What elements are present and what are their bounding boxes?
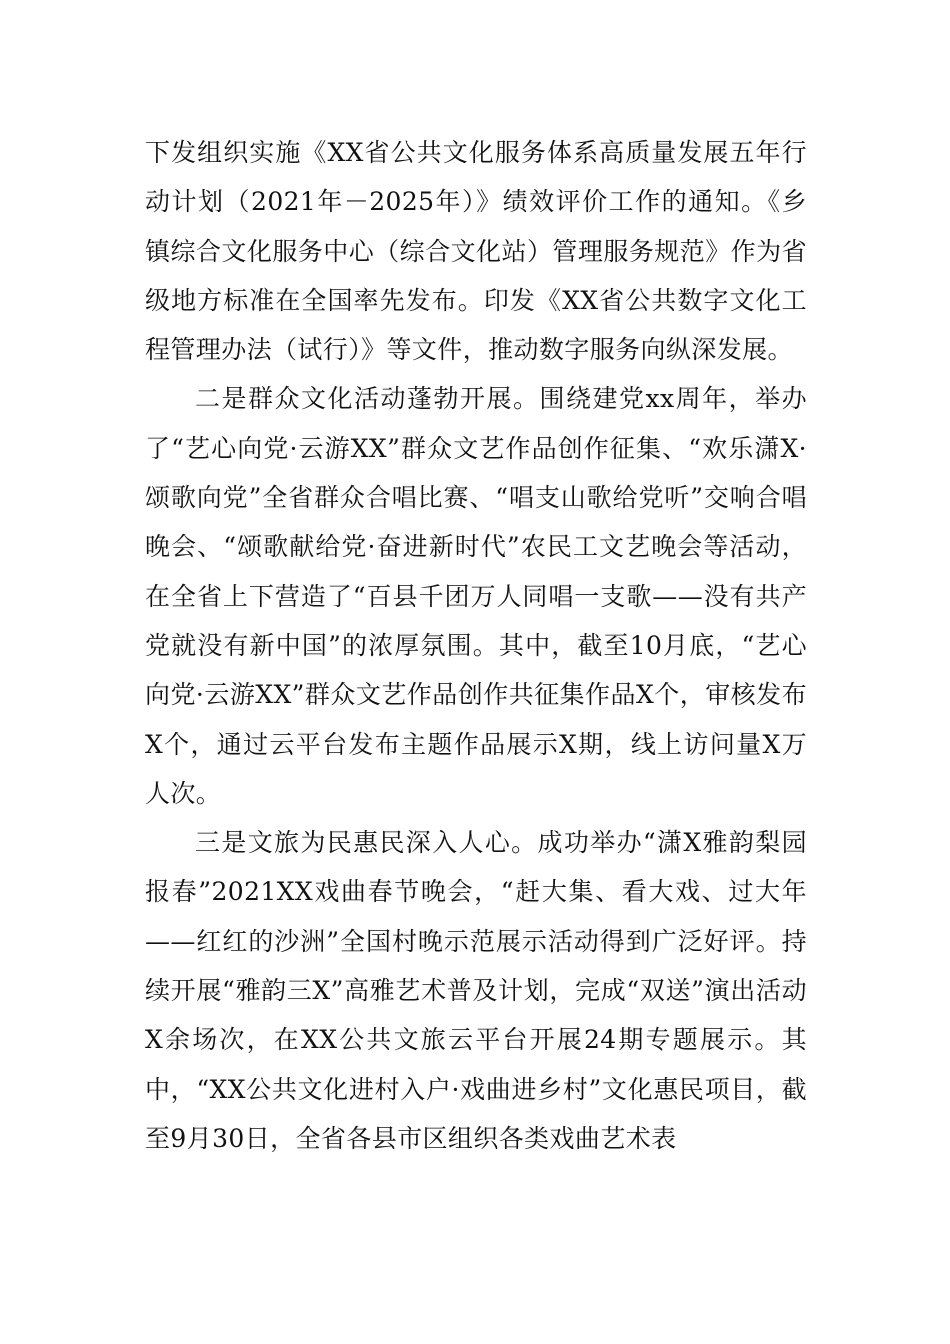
document-body xyxy=(145,128,807,1163)
paragraph-3: 三是文旅为民惠民深入人心。成功举办“潇X雅韵梨园报春”2021XX戏曲春节晚会，“赶大集、看大戏、过大年——红红的沙洲”全国村晚示范展示活动得到广泛好评。持续开展“雅韵三X”高雅艺术普及计划，完成“双送”演出活动X余场次，在XX公共文旅云平台开展24期专题展示。其中，“XX公共文化进村入户·戏曲进乡村”文化惠民项目，截至9月30日，全省各县市区组织各类戏曲艺术表 xyxy=(145,828,807,1153)
paragraph-1: 下发组织实施《XX省公共文化服务体系高质量发展五年行动计划（2021年－2025年）》绩效评价工作的通知。《乡镇综合文化服务中心（综合文化站）管理服务规范》作为省级地方标准在全国率先发布。印发《XX省公共数字文化工程管理办法（试行）》等文件，推动数字服务向纵深发展。 xyxy=(145,138,807,365)
paragraph-2: 二是群众文化活动蓬勃开展。围绕建党xx周年，举办了“艺心向党·云游XX”群众文艺作品创作征集、“欢乐潇X·颂歌向党”全省群众合唱比赛、“唱支山歌给党听”交响合唱晚会、“颂歌献给党·奋进新时代”农民工文艺晚会等活动，在全省上下营造了“百县千团万人同唱一支歌——没有共产党就没有新中国”的浓厚氛围。其中，截至10月底，“艺心向党·云游XX”群众文艺作品创作共征集作品X个，审核发布X个，通过云平台发布主题作品展示X期，线上访问量X万人次。 xyxy=(145,384,807,808)
